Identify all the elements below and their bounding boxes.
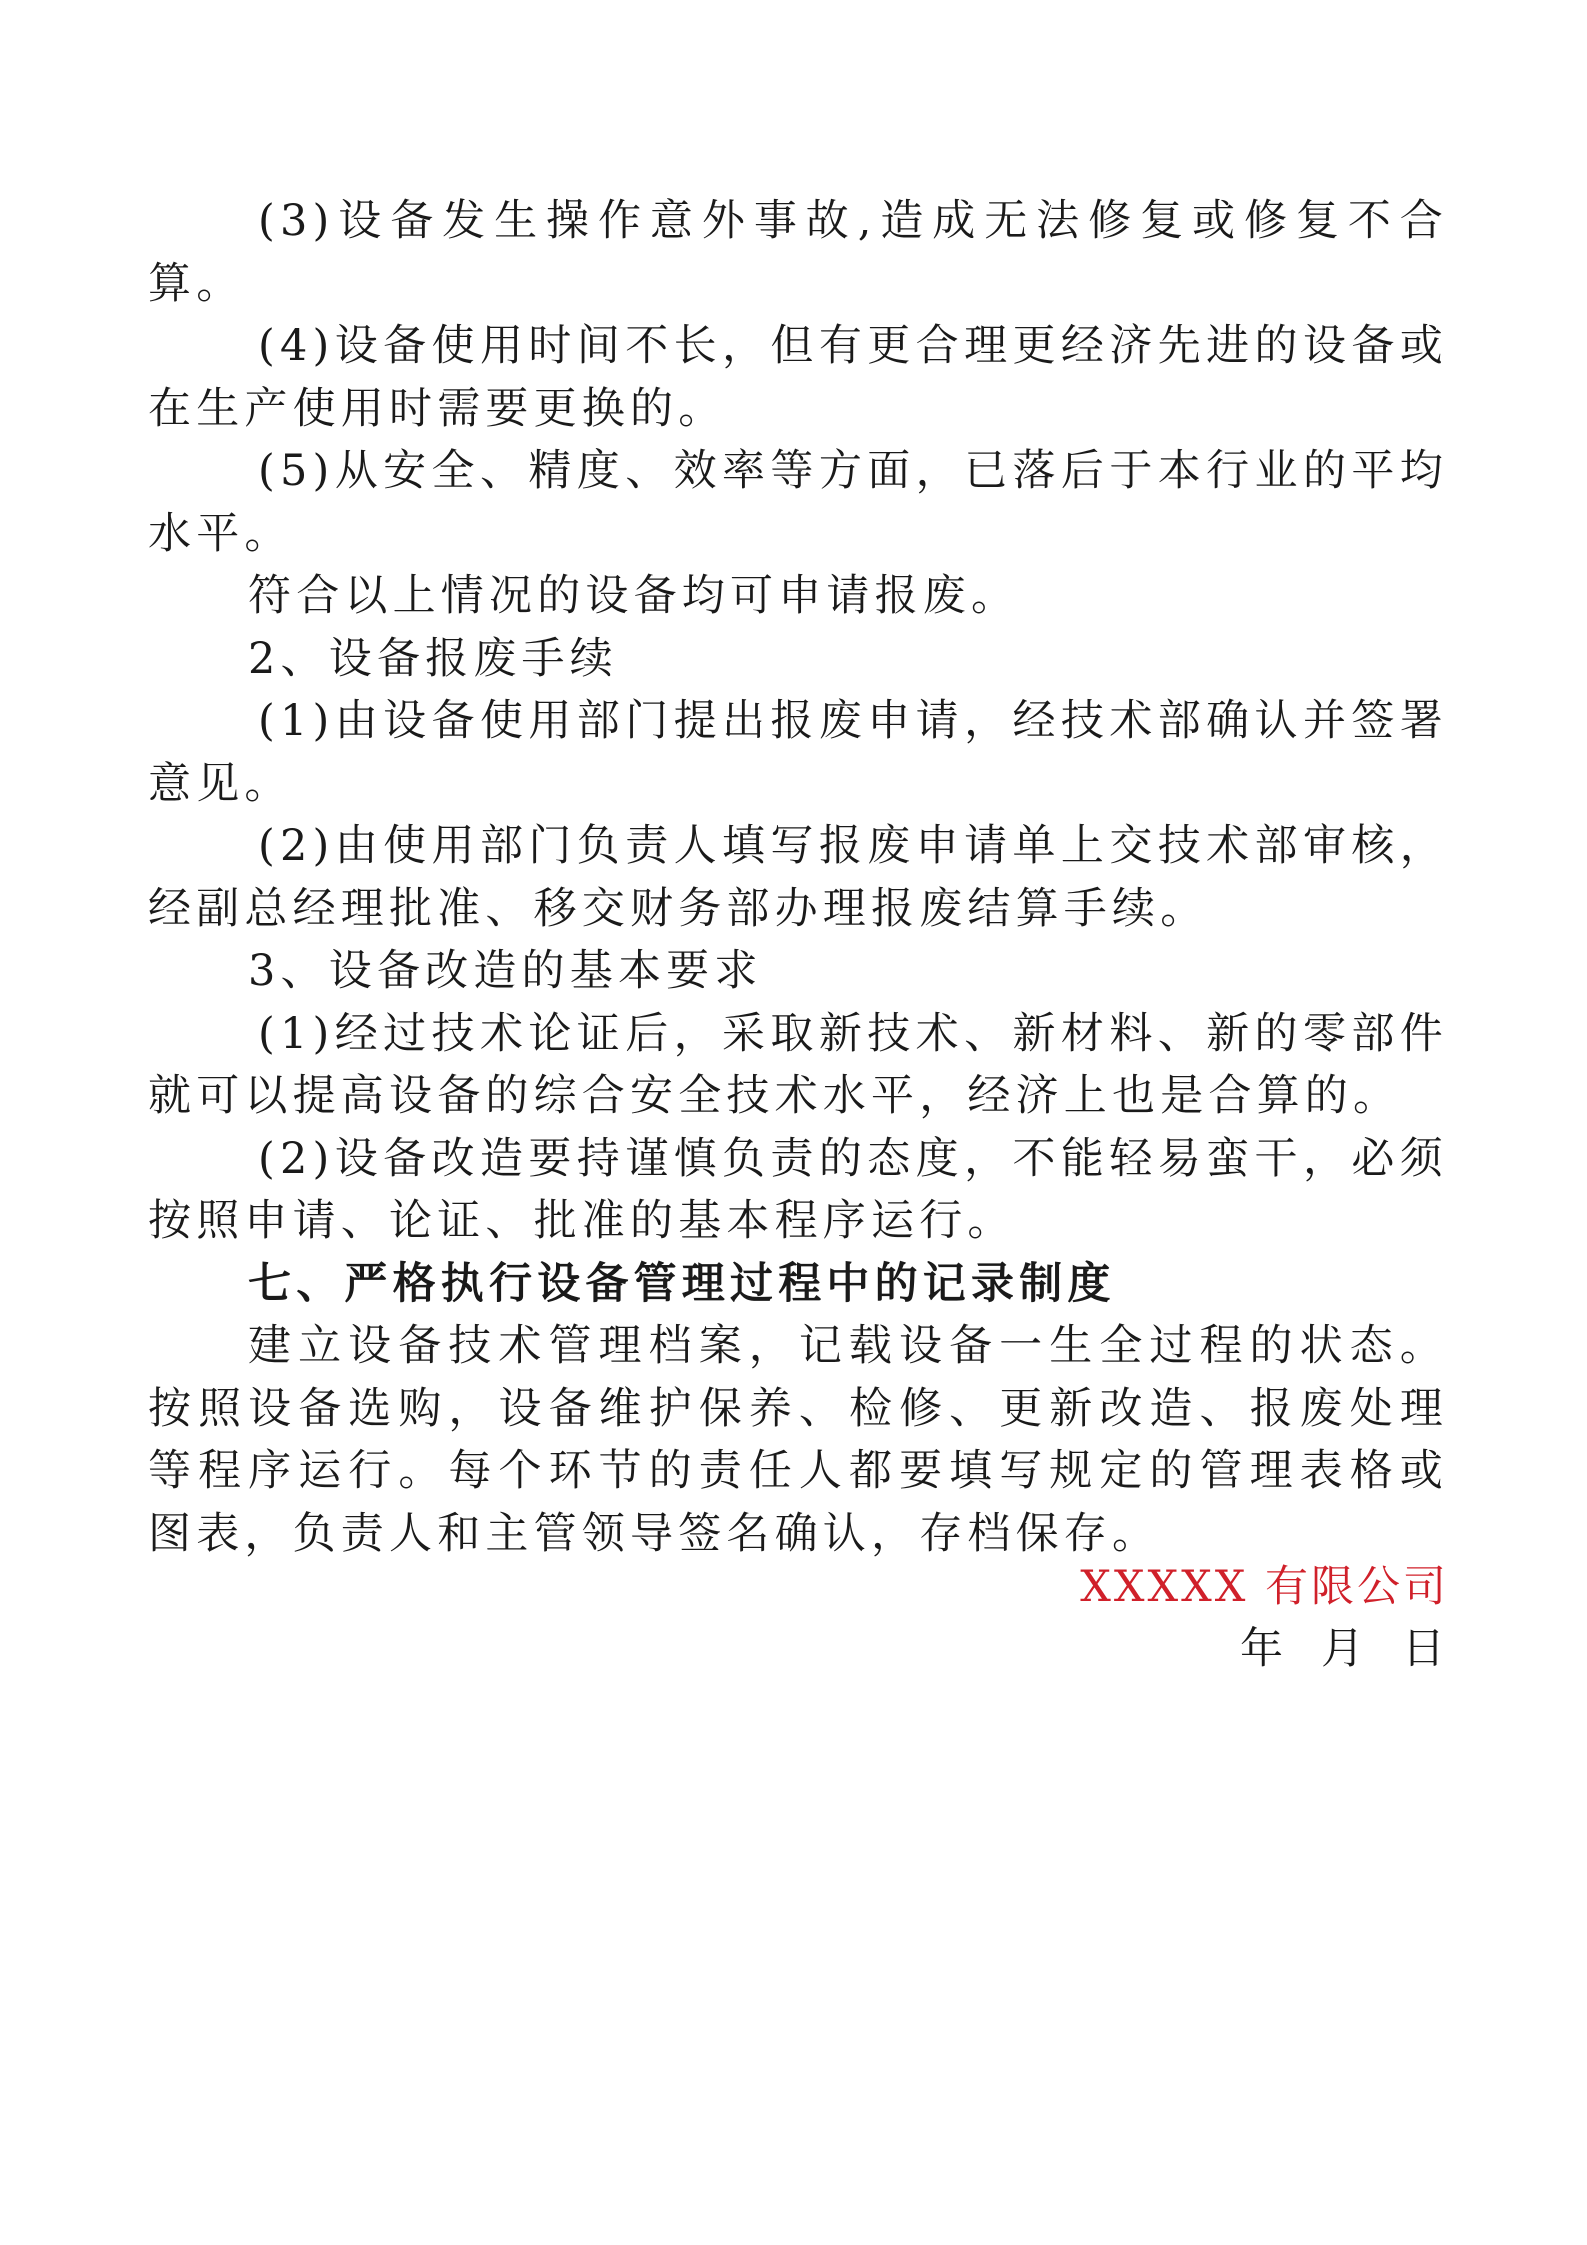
section-heading-scrap-procedure: 2、设备报废手续 [248,633,618,684]
section-heading-renovation: 3、设备改造的基本要求 [248,946,763,996]
paragraph-procedure-1: (1)由设备使用部门提出报废申请，经技术部确认并签署意见。 [148,696,1448,809]
date-year-label: 年 [1240,1624,1287,1674]
paragraph-item-5: (5)从安全、精度、效率等方面，已落后于本行业的平均水平。 [148,446,1448,559]
signature-block [1080,1556,1449,1680]
date-line [1080,1618,1449,1680]
paragraph-procedure-2: (2)由使用部门负责人填写报废申请单上交技术部审核，经副总经理批准、移交财务部办理报废结算手续。 [148,821,1448,934]
company-name: XXXXX 有限公司 [1080,1562,1449,1612]
paragraph-item-3: (3)设备发生操作意外事故,造成无法修复或修复不合算。 [148,196,1448,309]
date-month-label: 月 [1321,1624,1368,1674]
date-day-label: 日 [1402,1624,1449,1674]
paragraph-renovation-1: (1)经过技术论证后，采取新技术、新材料、新的零部件就可以提高设备的综合安全技术水平，经济上也是合算的。 [148,1008,1448,1121]
paragraph-renovation-2: (2)设备改造要持谨慎负责的态度，不能轻易蛮干，必须按照申请、论证、批准的基本程序运行。 [148,1133,1448,1246]
paragraph-summary: 符合以上情况的设备均可申请报废。 [248,571,1020,621]
section-heading-records: 七、严格执行设备管理过程中的记录制度 [248,1258,1116,1309]
paragraph-item-4: (4)设备使用时间不长，但有更合理更经济先进的设备或在生产使用时需要更换的。 [148,321,1448,434]
paragraph-records: 建立设备技术管理档案，记载设备一生全过程的状态。按照设备选购，设备维护保养、检修、更新改造、报废处理等程序运行。每个环节的责任人都要填写规定的管理表格或图表，负责人和主管领导签名确认，存档保存。 [148,1321,1448,1559]
document-page [148,190,1448,1565]
